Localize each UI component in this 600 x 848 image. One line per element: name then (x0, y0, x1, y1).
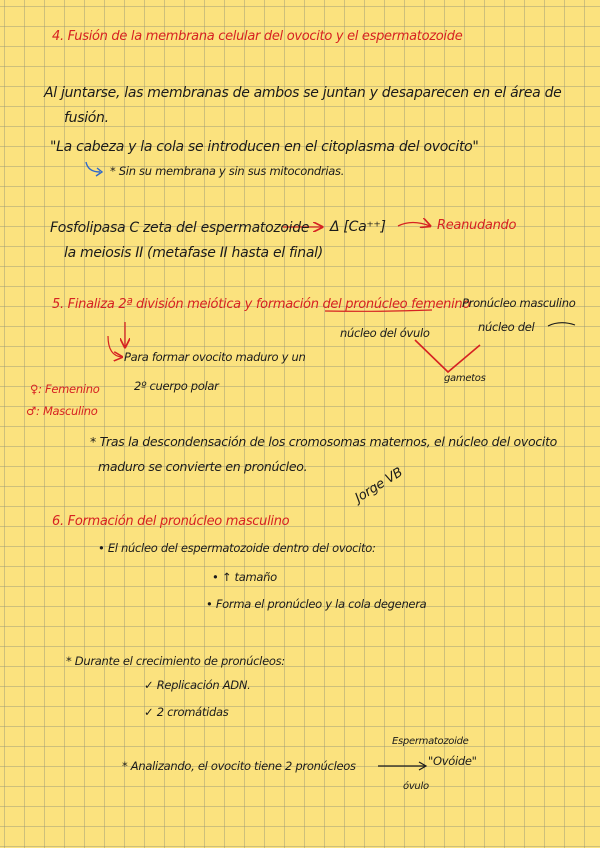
note-decondensation-1: * Tras la descondensación de los cromosomas maternos, el núcleo del ovocito (90, 434, 558, 449)
note-phospholipase: Fosfolipasa C zeta del espermatozoide (50, 220, 310, 236)
note-analyzing: * Analizando, el ovocito tiene 2 pronúcleos (122, 759, 356, 773)
note-pronucleus-masc: Pronúcleo masculino (462, 296, 576, 310)
blue-arrow (86, 162, 100, 172)
calcium-delta: Δ [Ca⁺⁺] (330, 219, 386, 235)
note-mature-ovocyte: Para formar ovocito maduro y un (124, 350, 306, 364)
legend-female: ♀: Femenino (30, 382, 100, 396)
note-size: • ↑ tamaño (212, 570, 277, 584)
note-meiosis: la meiosis II (metafase II hasta el final) (64, 245, 323, 261)
note-decondensation-2: maduro se convierte en pronúcleo. (98, 459, 308, 474)
section-6-title: 6. Formación del pronúcleo masculino (52, 514, 290, 529)
note-polar-body: 2º cuerpo polar (134, 379, 219, 393)
note-head-tail: "La cabeza y la cola se introducen en el citoplasma del ovocito" (50, 139, 479, 155)
gametes-v-mark (415, 340, 480, 372)
note-dna-replication: ✓ Replicación ADN. (144, 678, 251, 692)
signature: Jorge VB (352, 465, 406, 506)
note-nucleus-of: núcleo del (478, 320, 535, 334)
legend-male: ♂: Masculino (26, 404, 98, 418)
note-ovoid: "Ovóide" (428, 754, 477, 768)
note-nucleus-ovule: núcleo del óvulo (340, 326, 430, 340)
note-chromatids: ✓ 2 cromátidas (144, 705, 229, 719)
note-during-growth: * Durante el crecimiento de pronúcleos: (66, 654, 285, 668)
section-5-title: 5. Finaliza 2ª división meiótica y formación del pronúcleo femenino (52, 297, 471, 312)
note-gametes: gametos (444, 373, 486, 384)
note-reanudando: Reanudando (437, 218, 517, 233)
note-ovule-label: óvulo (403, 781, 429, 792)
note-sperm-label: Espermatozoide (392, 736, 469, 747)
note-fusion-2: fusión. (64, 110, 109, 126)
note-forms-pronucleus: • Forma el pronúcleo y la cola degenera (206, 597, 427, 611)
note-fusion-1: Al juntarse, las membranas de ambos se juntan y desaparecen en el área de (44, 85, 562, 101)
note-sperm-nucleus: • El núcleo del espermatozoide dentro del ovocito: (98, 541, 376, 555)
arrow-to-reanudando (398, 223, 430, 227)
note-head-tail-sub: * Sin su membrana y sin sus mitocondrias. (110, 164, 345, 178)
section-4-title: 4. Fusión de la membrana celular del ovocito y el espermatozoide (52, 29, 463, 44)
